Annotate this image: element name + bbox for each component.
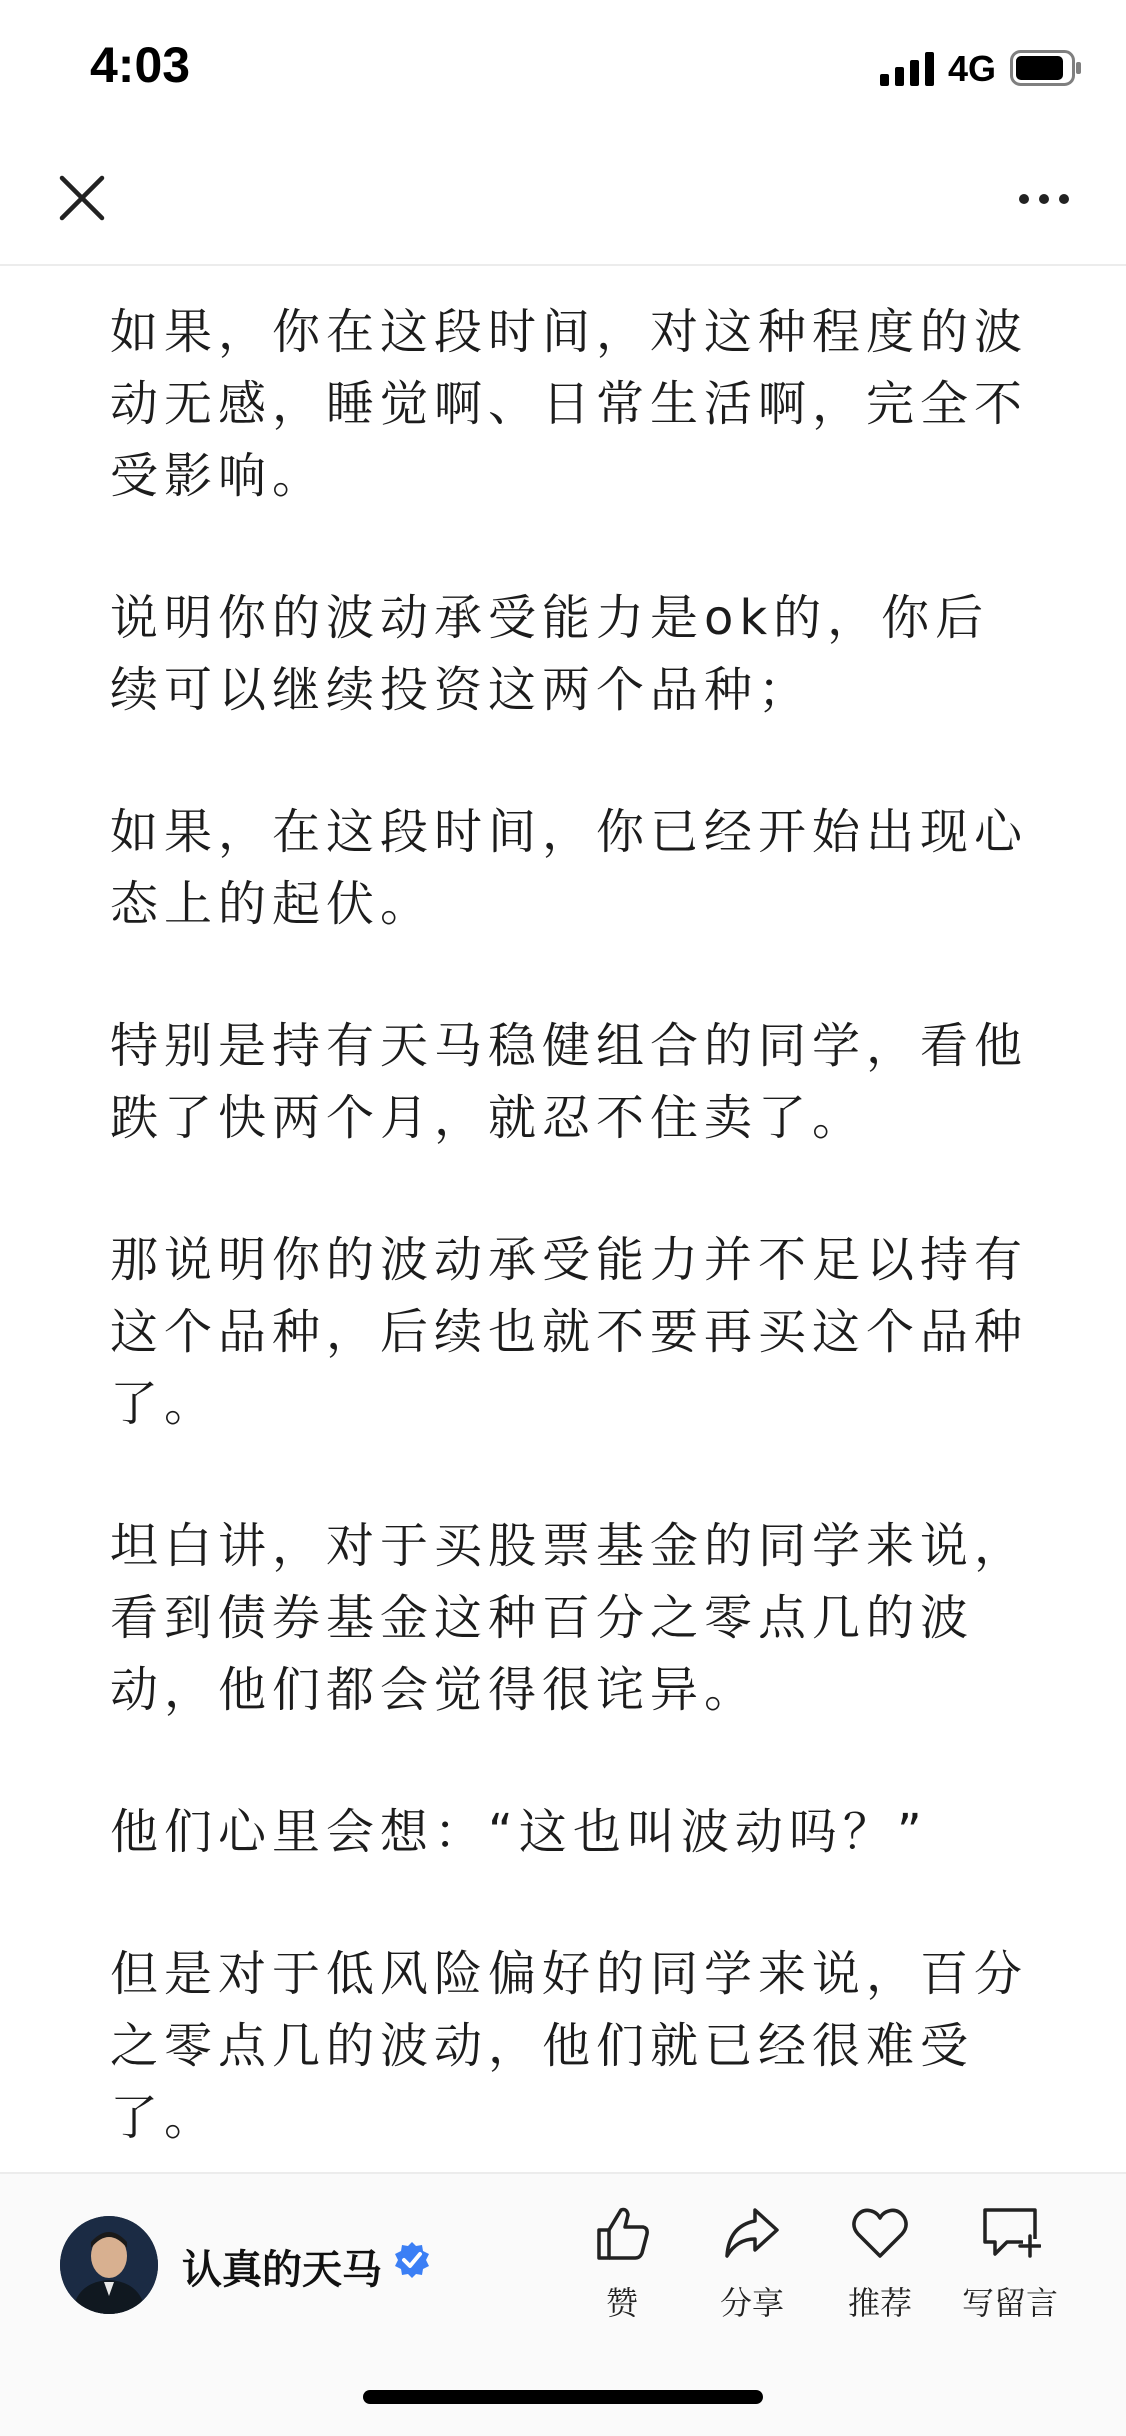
thumbs-up-icon [591, 2202, 653, 2264]
like-button[interactable] [562, 2202, 682, 2332]
comment-button[interactable] [950, 2202, 1070, 2332]
share-label: 分享 [719, 2284, 784, 2322]
battery-icon [1010, 50, 1082, 86]
home-indicator[interactable] [363, 2390, 763, 2404]
article-paragraph: 如果，在这段时间，你已经开始出现心态上的起伏。 [110, 804, 1029, 932]
article-paragraph: 他们心里会想：“这也叫波动吗？” [110, 1804, 928, 1860]
article-paragraph: 如果，你在这段时间，对这种程度的波动无感，睡觉啊、日常生活啊，完全不受影响。 [110, 304, 1029, 504]
heart-icon [849, 2202, 911, 2264]
comment-label: 写留言 [961, 2284, 1058, 2322]
nav-bar [0, 140, 1126, 266]
close-icon[interactable] [56, 172, 108, 224]
article-paragraph: 说明你的波动承受能力是ok的，你后续可以继续投资这两个品种； [110, 590, 990, 718]
article-paragraph: 特别是持有天马稳健组合的同学，看他跌了快两个月，就忍不住卖了。 [110, 1018, 1029, 1146]
status-bar [0, 0, 1126, 140]
like-label: 赞 [605, 2284, 638, 2322]
avatar-portrait [60, 2216, 158, 2314]
more-horizontal-icon[interactable] [1016, 184, 1072, 214]
verified-badge-icon [392, 2240, 432, 2280]
share-button[interactable] [692, 2202, 812, 2332]
signal-icon [880, 52, 936, 86]
author-name[interactable]: 认真的天马 [182, 2247, 382, 2293]
article-paragraph: 但是对于低风险偏好的同学来说，百分之零点几的波动，他们就已经很难受了。 [110, 1946, 1029, 2146]
status-time: 4:03 [90, 37, 191, 93]
article-paragraph: 坦白讲，对于买股票基金的同学来说，看到债券基金这种百分之零点几的波动，他们都会觉得很诧异。 [110, 1518, 1029, 1718]
recommend-button[interactable] [820, 2202, 940, 2332]
author-avatar[interactable] [60, 2216, 158, 2314]
comment-plus-icon [979, 2202, 1041, 2264]
recommend-label: 推荐 [847, 2284, 912, 2322]
share-arrow-icon [721, 2202, 783, 2264]
network-label: 4G [948, 48, 997, 89]
article-body [110, 296, 1030, 2166]
article-paragraph: 那说明你的波动承受能力并不足以持有这个品种，后续也就不要再买这个品种了。 [110, 1232, 1029, 1432]
